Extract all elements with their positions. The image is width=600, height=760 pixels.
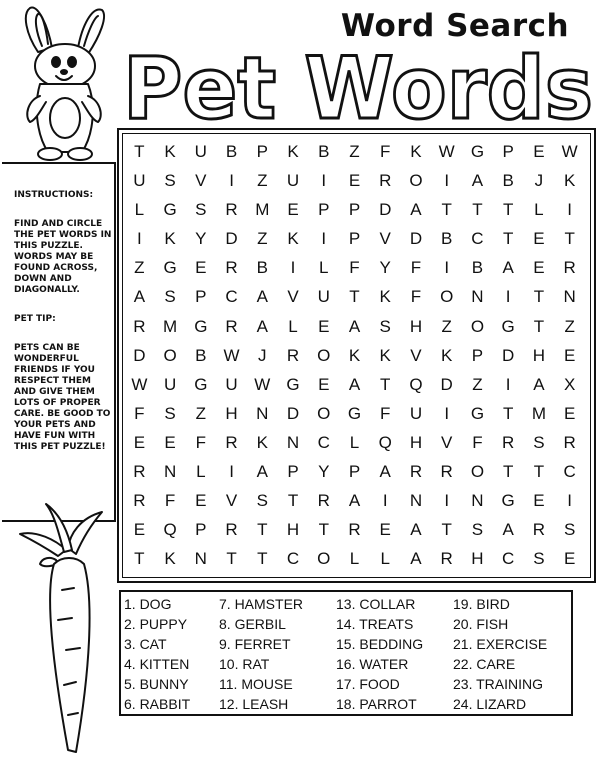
grid-letter[interactable]: E <box>164 432 176 452</box>
grid-letter[interactable]: L <box>196 462 206 482</box>
grid-letter[interactable]: U <box>409 403 423 423</box>
grid-letter[interactable]: E <box>287 200 299 220</box>
grid-letter[interactable]: Q <box>378 432 392 452</box>
grid-letter[interactable]: E <box>533 229 545 249</box>
grid-letter[interactable]: O <box>317 403 331 423</box>
grid-letter[interactable]: T <box>533 287 545 307</box>
grid-letter[interactable]: W <box>223 345 240 365</box>
word-list-item: 8. GERBIL <box>219 616 286 632</box>
grid-letter[interactable]: I <box>505 374 511 394</box>
word-list-item: 22. CARE <box>453 656 516 672</box>
grid-letter[interactable]: R <box>225 316 238 336</box>
word-list-item: 21. EXERCISE <box>453 636 548 652</box>
grid-letter[interactable]: O <box>409 171 423 191</box>
grid-letter[interactable]: G <box>470 403 485 423</box>
word-list-item: 10. RAT <box>219 656 270 672</box>
grid-letter[interactable]: O <box>440 287 454 307</box>
grid-letter[interactable]: P <box>195 287 207 307</box>
instructions-body: FIND AND CIRCLE THE PET WORDS IN THIS PUZZLE. WORDS MAY BE FOUND ACROSS, DOWN AND DIAGONALLY. <box>14 219 112 295</box>
grid-letter[interactable]: A <box>502 258 514 278</box>
grid-letter[interactable]: P <box>287 462 299 482</box>
grid-letter[interactable]: I <box>567 491 572 511</box>
grid-letter[interactable]: V <box>225 491 238 511</box>
grid-letter[interactable]: S <box>471 520 484 540</box>
grid-letter[interactable]: L <box>288 316 298 336</box>
word-list-item: 23. TRAINING <box>453 676 543 692</box>
grid-letter[interactable]: K <box>379 345 391 365</box>
grid-letter[interactable]: D <box>502 345 515 365</box>
grid-letter[interactable]: L <box>349 549 360 569</box>
grid-letter[interactable]: H <box>409 316 423 336</box>
grid-letter[interactable]: R <box>440 462 453 482</box>
grid-letter[interactable]: E <box>195 491 207 511</box>
grid-letter[interactable]: G <box>286 374 300 394</box>
grid-letter[interactable]: G <box>347 403 362 423</box>
grid-letter[interactable]: D <box>286 403 300 423</box>
grid-letter[interactable]: T <box>502 229 514 249</box>
grid-letter[interactable]: S <box>379 316 391 336</box>
subtitle-word-search: Word Search <box>340 8 570 44</box>
grid-letter[interactable]: V <box>410 345 422 365</box>
grid-letter[interactable]: T <box>502 462 514 482</box>
grid-letter[interactable]: T <box>134 549 145 569</box>
grid-letter[interactable]: U <box>163 374 177 394</box>
grid-letter[interactable]: Q <box>163 520 177 540</box>
grid-letter[interactable]: G <box>163 200 177 220</box>
grid-letter[interactable]: R <box>348 520 361 540</box>
grid-letter[interactable]: I <box>321 171 327 191</box>
grid-letter[interactable]: I <box>444 491 450 511</box>
grid-letter[interactable]: K <box>348 345 361 365</box>
word-list-column <box>219 594 336 714</box>
grid-letter[interactable]: T <box>502 200 514 220</box>
grid-letter[interactable]: M <box>531 403 546 423</box>
word-list-column <box>124 594 219 714</box>
grid-letter[interactable]: R <box>563 258 576 278</box>
grid-letter[interactable]: I <box>136 229 142 249</box>
grid-letter[interactable]: I <box>290 258 296 278</box>
grid-letter[interactable]: B <box>471 258 484 278</box>
grid-letter[interactable]: H <box>225 403 238 423</box>
grid-letter[interactable]: U <box>286 171 300 191</box>
carrot-illustration <box>6 500 116 756</box>
grid-letter[interactable]: R <box>225 432 238 452</box>
grid-letter[interactable]: L <box>319 258 329 278</box>
grid-letter[interactable]: P <box>348 462 361 482</box>
title-pet-words <box>118 39 598 139</box>
grid-letter[interactable]: R <box>379 171 392 191</box>
grid-letter[interactable]: I <box>382 491 388 511</box>
grid-letter[interactable]: T <box>564 229 575 249</box>
grid-letter[interactable]: K <box>164 142 176 161</box>
grid-letter[interactable]: A <box>256 287 268 307</box>
grid-letter[interactable]: U <box>225 374 238 394</box>
word-list-item: 5. BUNNY <box>124 676 189 692</box>
word-list-item: 16. WATER <box>336 656 409 672</box>
grid-letter[interactable]: W <box>254 374 271 394</box>
grid-letter[interactable]: S <box>533 549 545 569</box>
grid-letter[interactable]: T <box>134 142 145 161</box>
grid-letter[interactable]: T <box>318 520 329 540</box>
word-list-item: 15. BEDDING <box>336 636 424 652</box>
grid-letter[interactable]: I <box>567 200 572 220</box>
grid-letter[interactable]: W <box>131 374 148 394</box>
grid-letter[interactable]: A <box>256 462 268 482</box>
grid-letter[interactable]: P <box>348 229 361 249</box>
grid-letter[interactable]: A <box>348 491 361 511</box>
grid-letter[interactable]: Y <box>195 229 207 249</box>
grid-letter[interactable]: R <box>563 432 576 452</box>
word-list-item: 3. CAT <box>124 636 167 652</box>
grid-letter[interactable]: K <box>441 345 453 365</box>
grid-letter[interactable]: A <box>471 171 484 191</box>
grid-letter[interactable]: E <box>563 549 576 569</box>
grid-letter[interactable]: E <box>533 142 545 161</box>
grid-letter[interactable]: S <box>164 171 176 191</box>
word-list-item: 12. LEASH <box>219 696 289 712</box>
grid-letter[interactable]: K <box>164 229 176 249</box>
grid-letter[interactable]: S <box>164 403 176 423</box>
grid-letter[interactable]: F <box>410 258 422 278</box>
instructions-label: INSTRUCTIONS: <box>14 190 94 200</box>
grid-letter[interactable]: S <box>256 491 268 511</box>
grid-letter[interactable]: A <box>410 200 422 220</box>
grid-letter[interactable]: X <box>563 374 576 394</box>
grid-letter[interactable]: C <box>471 229 484 249</box>
grid-letter[interactable]: C <box>286 549 300 569</box>
grid-letter[interactable]: W <box>438 142 455 161</box>
grid-letter[interactable]: S <box>195 200 207 220</box>
grid-letter[interactable]: A <box>379 462 391 482</box>
grid-letter[interactable]: P <box>348 200 361 220</box>
grid-letter[interactable]: A <box>348 374 361 394</box>
word-list-item: 14. TREATS <box>336 616 414 632</box>
word-list-item: 9. FERRET <box>219 636 291 652</box>
grid-letter[interactable]: T <box>257 520 268 540</box>
grid-letter[interactable]: R <box>440 549 453 569</box>
grid-letter[interactable]: J <box>258 345 267 365</box>
grid-letter[interactable]: O <box>163 345 177 365</box>
grid-letter[interactable]: I <box>505 287 511 307</box>
grid-letter[interactable]: L <box>380 549 390 569</box>
grid-letter[interactable]: T <box>287 491 299 511</box>
grid-letter[interactable]: P <box>195 520 207 540</box>
grid-letter[interactable]: R <box>133 491 146 511</box>
grid-letter[interactable]: Y <box>318 462 330 482</box>
grid-letter[interactable]: K <box>379 287 391 307</box>
grid-letter[interactable]: U <box>194 142 207 161</box>
grid-letter[interactable]: H <box>532 345 546 365</box>
grid-letter[interactable]: N <box>409 491 423 511</box>
grid-letter[interactable]: A <box>533 374 545 394</box>
grid-letter[interactable]: A <box>348 316 361 336</box>
word-list-item: 4. KITTEN <box>124 656 190 672</box>
grid-letter[interactable]: G <box>163 258 177 278</box>
grid-letter[interactable]: V <box>441 432 453 452</box>
grid-letter[interactable]: Z <box>257 229 268 249</box>
word-list-item: 13. COLLAR <box>336 596 416 612</box>
word-list-item: 6. RABBIT <box>124 696 191 712</box>
grid-letter[interactable]: A <box>256 316 268 336</box>
grid-letter[interactable]: N <box>256 403 269 423</box>
grid-letter[interactable]: E <box>533 258 545 278</box>
grid-letter[interactable]: Z <box>564 316 575 336</box>
grid-letter[interactable]: D <box>379 200 392 220</box>
instructions-text <box>14 190 114 471</box>
grid-letter[interactable]: N <box>471 491 484 511</box>
grid-letter[interactable]: T <box>257 549 268 569</box>
title-pet-words-text: Pet Words <box>123 39 593 139</box>
grid-letter[interactable]: R <box>225 258 238 278</box>
grid-letter[interactable]: K <box>164 549 176 569</box>
grid-letter[interactable]: S <box>563 520 576 540</box>
grid-letter[interactable]: Z <box>257 171 268 191</box>
grid-letter[interactable]: S <box>164 287 176 307</box>
grid-letter[interactable]: M <box>163 316 178 336</box>
grid-letter[interactable]: E <box>318 316 330 336</box>
grid-letter[interactable]: L <box>534 200 544 220</box>
grid-letter[interactable]: M <box>255 200 270 220</box>
grid-letter[interactable]: Z <box>195 403 207 423</box>
grid-letter[interactable]: F <box>134 403 145 423</box>
grid-letter[interactable]: R <box>532 520 546 540</box>
grid-letter[interactable]: I <box>444 258 450 278</box>
grid-letter[interactable]: T <box>380 374 391 394</box>
pet-tip-label: PET TIP: <box>14 314 56 324</box>
grid-letter[interactable]: D <box>225 229 238 249</box>
grid-letter[interactable]: T <box>533 316 545 336</box>
grid-letter[interactable]: B <box>502 171 514 191</box>
grid-letter[interactable]: V <box>379 229 391 249</box>
grid-letter[interactable]: E <box>533 491 545 511</box>
grid-letter[interactable]: N <box>286 432 300 452</box>
grid-letter[interactable]: K <box>563 171 576 191</box>
grid-letter[interactable]: U <box>317 287 330 307</box>
grid-letter[interactable]: I <box>444 403 450 423</box>
word-list-item: 20. FISH <box>453 616 509 632</box>
grid-letter[interactable]: C <box>225 287 238 307</box>
grid-letter[interactable]: A <box>410 549 422 569</box>
grid-letter[interactable]: V <box>287 287 299 307</box>
grid-letter[interactable]: E <box>195 258 207 278</box>
grid-letter[interactable]: K <box>287 229 299 249</box>
grid-letter[interactable]: U <box>133 171 146 191</box>
grid-letter[interactable]: T <box>349 287 360 307</box>
grid-letter[interactable]: R <box>409 462 423 482</box>
word-list-item: 24. LIZARD <box>453 696 527 712</box>
grid-letter[interactable]: T <box>472 200 483 220</box>
word-list-item: 17. FOOD <box>336 676 400 692</box>
grid-letter[interactable]: E <box>563 345 576 365</box>
grid-letter[interactable]: K <box>287 142 299 161</box>
grid-letter[interactable]: O <box>317 549 331 569</box>
grid-letter[interactable]: O <box>470 316 485 336</box>
grid-letter[interactable]: G <box>470 142 485 161</box>
word-list-column <box>336 594 453 714</box>
letter-grid <box>124 137 585 573</box>
grid-letter[interactable]: Y <box>379 258 391 278</box>
grid-letter[interactable]: F <box>349 258 360 278</box>
grid-letter[interactable]: B <box>256 258 268 278</box>
grid-letter[interactable]: E <box>133 432 146 452</box>
grid-letter[interactable]: F <box>472 432 483 452</box>
grid-letter[interactable]: T <box>226 549 237 569</box>
grid-letter[interactable]: F <box>410 287 422 307</box>
grid-letter[interactable]: P <box>256 142 268 161</box>
grid-letter[interactable]: G <box>501 316 515 336</box>
grid-letter[interactable]: F <box>164 491 176 511</box>
grid-letter[interactable]: H <box>409 432 423 452</box>
grid-letter[interactable]: T <box>502 403 514 423</box>
grid-letter[interactable]: H <box>286 520 300 540</box>
grid-letter[interactable]: T <box>533 462 545 482</box>
grid-letter[interactable]: E <box>133 520 146 540</box>
grid-letter[interactable]: Z <box>441 316 452 336</box>
grid-letter[interactable]: P <box>318 200 330 220</box>
grid-letter[interactable]: B <box>318 142 330 161</box>
grid-letter[interactable]: F <box>195 432 207 452</box>
grid-letter[interactable]: Z <box>472 374 483 394</box>
grid-letter[interactable]: R <box>133 316 146 336</box>
grid-letter[interactable]: P <box>502 142 514 161</box>
grid-letter[interactable]: R <box>317 491 330 511</box>
grid-letter[interactable]: S <box>533 432 545 452</box>
grid-letter[interactable]: G <box>194 374 208 394</box>
grid-letter[interactable]: A <box>133 287 146 307</box>
grid-letter[interactable]: D <box>133 345 146 365</box>
grid-letter[interactable]: G <box>194 316 208 336</box>
grid-letter[interactable]: F <box>380 142 391 161</box>
grid-letter[interactable]: F <box>380 403 391 423</box>
grid-letter[interactable]: C <box>563 462 576 482</box>
grid-letter[interactable]: A <box>502 520 514 540</box>
grid-letter[interactable]: E <box>563 403 576 423</box>
word-list-item: 7. HAMSTER <box>219 596 304 612</box>
word-list <box>124 594 568 714</box>
grid-letter[interactable]: E <box>379 520 391 540</box>
grid-letter[interactable]: R <box>133 462 146 482</box>
grid-letter[interactable]: A <box>410 520 422 540</box>
grid-letter[interactable]: C <box>317 432 330 452</box>
word-list-item: 11. MOUSE <box>219 676 293 692</box>
grid-letter[interactable]: O <box>317 345 331 365</box>
grid-letter[interactable]: N <box>194 549 207 569</box>
grid-letter[interactable]: K <box>410 142 422 161</box>
grid-letter[interactable]: H <box>471 549 484 569</box>
grid-letter[interactable]: B <box>441 229 453 249</box>
grid-letter[interactable]: R <box>225 520 238 540</box>
word-list-item: 19. BIRD <box>453 596 510 612</box>
grid-letter[interactable]: N <box>163 462 177 482</box>
grid-letter[interactable]: T <box>441 520 452 540</box>
pet-tip-body: PETS CAN BE WONDERFUL FRIENDS IF YOU RESPECT THEM AND GIVE THEM LOTS OF PROPER CARE. BE GOOD TO YOUR PETS AND HAVE FUN WITH THIS PET PUZZLE! <box>14 343 111 452</box>
grid-letter[interactable]: K <box>256 432 268 452</box>
grid-letter[interactable]: L <box>349 432 360 452</box>
grid-letter[interactable]: G <box>501 491 515 511</box>
grid-letter[interactable]: R <box>225 200 238 220</box>
word-list-item: 18. PARROT <box>336 696 417 712</box>
grid-letter[interactable]: O <box>470 462 485 482</box>
grid-letter[interactable]: J <box>534 171 544 191</box>
grid-letter[interactable]: L <box>134 200 145 220</box>
grid-letter[interactable]: R <box>502 432 515 452</box>
grid-letter[interactable]: N <box>563 287 576 307</box>
grid-letter[interactable]: Z <box>134 258 145 278</box>
grid-letter[interactable]: C <box>502 549 515 569</box>
grid-letter[interactable]: I <box>321 229 327 249</box>
grid-letter[interactable]: W <box>561 142 578 161</box>
grid-letter[interactable]: D <box>409 229 423 249</box>
grid-letter[interactable]: D <box>440 374 453 394</box>
grid-letter[interactable]: E <box>318 374 330 394</box>
grid-letter[interactable]: I <box>229 462 234 482</box>
grid-letter[interactable]: P <box>471 345 484 365</box>
grid-letter[interactable]: I <box>444 171 450 191</box>
grid-letter[interactable]: B <box>195 345 207 365</box>
grid-letter[interactable]: E <box>348 171 361 191</box>
word-list-item: 1. DOG <box>124 596 172 612</box>
grid-letter[interactable]: V <box>195 171 207 191</box>
grid-letter[interactable]: B <box>225 142 238 161</box>
grid-letter[interactable]: Z <box>349 142 360 161</box>
grid-letter[interactable]: I <box>229 171 234 191</box>
word-list-column <box>453 594 568 714</box>
rabbit-illustration <box>8 4 120 164</box>
grid-letter[interactable]: Q <box>409 374 423 394</box>
grid-letter[interactable]: N <box>471 287 484 307</box>
word-list-item: 2. PUPPY <box>124 616 188 632</box>
grid-letter[interactable]: T <box>441 200 452 220</box>
grid-letter[interactable]: R <box>286 345 300 365</box>
